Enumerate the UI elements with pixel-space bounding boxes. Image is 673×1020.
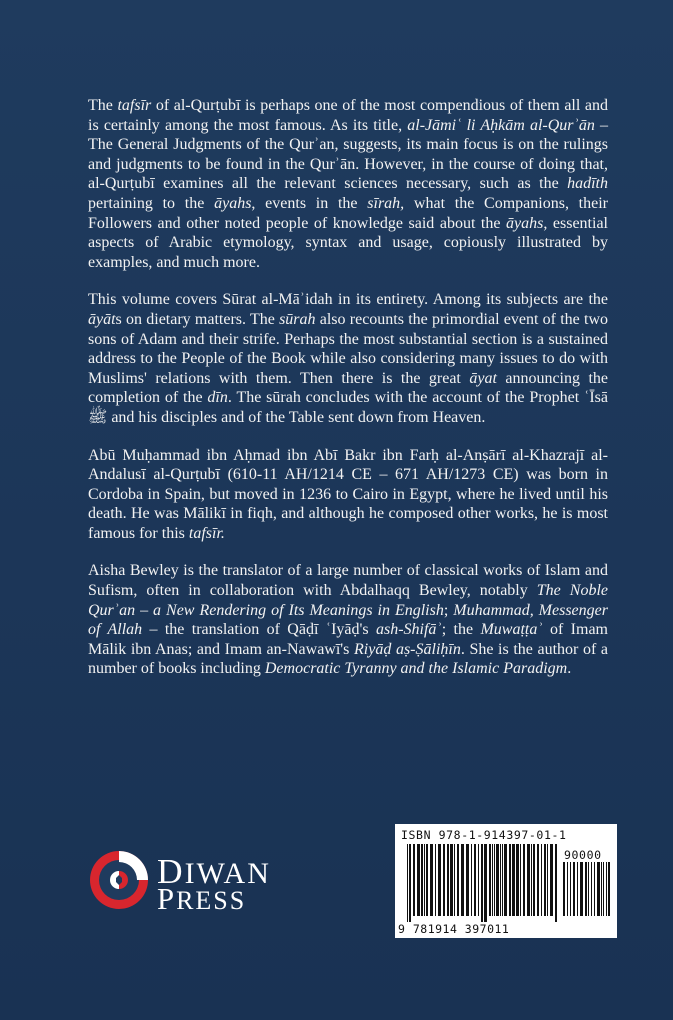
barcode-bar bbox=[591, 862, 592, 916]
barcode-bar bbox=[504, 844, 507, 916]
blurb-text bbox=[88, 96, 608, 697]
barcode-bar bbox=[494, 844, 495, 916]
paragraph-translator-bio bbox=[88, 561, 608, 679]
italic-text-run: al-Jāmiʿ li Aḥkām al-Qurʾān bbox=[407, 116, 595, 134]
price-code: 90000 bbox=[564, 848, 602, 862]
paragraph-tafsir-description bbox=[88, 96, 608, 272]
barcode-bar bbox=[478, 844, 479, 916]
addon-barcode-bars bbox=[563, 862, 611, 922]
barcode-bar bbox=[531, 844, 532, 916]
barcode-bar bbox=[481, 844, 483, 922]
barcode-bar bbox=[500, 844, 501, 916]
text-run: of al-Qurṭubī is perhaps one of the most compendious of them all and is certainly among the most famous. As its title, bbox=[88, 97, 608, 134]
barcode-bar bbox=[471, 844, 472, 916]
italic-text-run: tafsīr bbox=[117, 97, 152, 114]
text-run: – The General Judgments of the Qurʾan, suggests, its main focus is on the rulings and judgments to be found in the Qurʾān. However, in the course of doing that, al-Qurṭubī examines all the relevant sciences necessary, such as the bbox=[88, 116, 608, 193]
barcode-bar bbox=[580, 862, 583, 916]
barcode-bar bbox=[484, 844, 487, 922]
italic-text-run: Riyāḍ aṣ-Ṣāliḥīn bbox=[354, 640, 461, 658]
barcode-bar bbox=[450, 844, 453, 916]
barcode-bar bbox=[541, 844, 542, 916]
barcode-bar bbox=[447, 844, 449, 916]
italic-text-run: āyahs bbox=[506, 214, 544, 232]
isbn-barcode bbox=[395, 824, 617, 938]
barcode-bar bbox=[424, 844, 425, 916]
italic-text-run: dīn bbox=[207, 389, 228, 407]
ean-barcode-bars bbox=[407, 844, 559, 922]
italic-text-run: ash-Shifāʾ bbox=[375, 621, 442, 639]
italic-text-run: sūrah bbox=[279, 310, 316, 328]
barcode-bar bbox=[567, 862, 568, 916]
barcode-bar bbox=[544, 844, 546, 916]
italic-text-run: The Noble Qurʾan – a New Rendering of Its Meanings in English bbox=[88, 582, 609, 619]
italic-text-run: Democratic Tyranny and the Islamic Paradigm bbox=[264, 660, 568, 678]
italic-text-run: āyat bbox=[469, 369, 497, 387]
barcode-bar bbox=[489, 844, 491, 916]
italic-text-run: Muhammad, Messenger of Allah bbox=[88, 601, 608, 639]
barcode-bar bbox=[421, 844, 423, 916]
barcode-bar bbox=[563, 862, 565, 916]
barcode-bar bbox=[550, 844, 553, 916]
barcode-bar bbox=[597, 862, 600, 916]
barcode-bar bbox=[457, 844, 459, 916]
barcode-bar bbox=[606, 862, 607, 916]
barcode-bar bbox=[417, 844, 420, 916]
ean-digits: 9 781914 397011 bbox=[398, 922, 510, 936]
barcode-bar bbox=[594, 862, 595, 916]
italic-text-run: āyahs bbox=[214, 194, 252, 212]
text-run: what the Companions, their Followers and other noted people of knowledge said about the bbox=[88, 194, 609, 232]
text-run: pertaining to the bbox=[88, 194, 215, 212]
barcode-bar bbox=[577, 862, 578, 916]
barcode-bar bbox=[435, 844, 436, 916]
barcode-bar bbox=[555, 844, 557, 922]
barcode-bar bbox=[466, 844, 469, 916]
barcode-bar bbox=[512, 844, 515, 916]
barcode-bar bbox=[547, 844, 548, 916]
italic-text-run: tafsīr. bbox=[188, 524, 225, 542]
text-run: The bbox=[88, 97, 118, 114]
barcode-bar bbox=[426, 844, 428, 916]
barcode-bar bbox=[474, 844, 476, 916]
barcode-bar bbox=[520, 844, 521, 916]
italic-text-run: Muwaṭṭaʾ bbox=[480, 621, 543, 639]
barcode-bar bbox=[496, 844, 499, 916]
barcode-bar bbox=[492, 844, 493, 916]
barcode-bar bbox=[570, 862, 571, 916]
text-run: . The sūrah concludes with the account of the Prophet ʿĪsā ﷺ and his disciples and of the Table sent down from Heaven. bbox=[88, 389, 609, 426]
paragraph-author-bio bbox=[88, 446, 608, 544]
barcode-bar bbox=[585, 862, 587, 916]
text-run: of Imam Mālik ibn Anas; and Imam an-Nawawī's bbox=[88, 621, 608, 658]
barcode-bar bbox=[516, 844, 519, 916]
barcode-bar bbox=[409, 844, 411, 922]
barcode-bar bbox=[407, 844, 408, 922]
barcode-bar bbox=[438, 844, 441, 916]
publisher-name-line2: PRESS bbox=[157, 882, 247, 916]
barcode-bar bbox=[533, 844, 535, 916]
barcode-bar bbox=[527, 844, 530, 916]
text-run: s on dietary matters. The bbox=[115, 310, 280, 328]
barcode-bar bbox=[461, 844, 464, 916]
text-run: . bbox=[567, 660, 572, 678]
barcode-bar bbox=[588, 862, 589, 916]
text-run: Abū Muḥammad ibn Aḥmad ibn Abī Bakr ibn Farḥ al-Anṣārī al-Khazrajī al-Andalusī al-Qurṭubī (610-11 AH/1214 CE – 671 AH/1273 CE) was born in Cordoba in Spain, but moved in 1236 to Cairo in Egypt, where he lived until his death. He was Mālikī in fiqh, and although he composed other works, he is most famous for this bbox=[88, 446, 608, 542]
text-run: This volume covers Sūrat al-Māʾidah in its entirety. Among its subjects are the bbox=[88, 291, 608, 309]
italic-text-run: sīrah, bbox=[367, 194, 405, 212]
text-run: ; bbox=[443, 601, 454, 619]
publisher-logo bbox=[88, 848, 288, 916]
barcode-bar bbox=[509, 844, 511, 916]
barcode-bar bbox=[502, 844, 503, 916]
barcode-bar bbox=[601, 862, 602, 916]
text-run: Aisha Bewley is the translator of a large number of classical works of Islam and Sufism, often in collaboration with Abdalhaqq Bewley, notably bbox=[88, 562, 608, 600]
publisher-name-line1: DIWAN bbox=[157, 851, 271, 891]
barcode-bar bbox=[608, 862, 610, 916]
barcode-bar bbox=[523, 844, 525, 916]
barcode-bar bbox=[573, 862, 575, 916]
barcode-bar bbox=[413, 844, 415, 916]
barcode-bar bbox=[537, 844, 539, 916]
diwan-press-logo-icon bbox=[88, 848, 150, 912]
text-run: , essential aspects of Arabic etymology, syntax and usage, copiously illustrated by examples, and much more. bbox=[88, 214, 608, 271]
italic-text-run: āyāt bbox=[88, 310, 116, 328]
paragraph-volume-contents bbox=[88, 290, 608, 427]
text-run: – the translation of Qāḍī ʿIyāḍ's bbox=[142, 621, 376, 639]
text-run: . She is the author of a number of books including bbox=[88, 640, 608, 678]
barcode-bar bbox=[603, 862, 604, 916]
barcode-bar bbox=[454, 844, 455, 916]
italic-text-run: hadīth bbox=[567, 175, 608, 193]
text-run: also recounts the primordial event of the two sons of Adam and their strife. Perhaps the most substantial section is a sustained address to the People of the Book while also considering many issues to do with Muslims' relations with them. Then there is the great bbox=[88, 310, 608, 387]
text-run: ; the bbox=[441, 621, 481, 639]
barcode-bar bbox=[430, 844, 433, 916]
text-run: , events in the bbox=[251, 194, 368, 212]
text-run: announcing the completion of the bbox=[88, 369, 609, 407]
barcode-bar bbox=[443, 844, 445, 916]
isbn-label: ISBN 978-1-914397-01-1 bbox=[401, 828, 567, 842]
